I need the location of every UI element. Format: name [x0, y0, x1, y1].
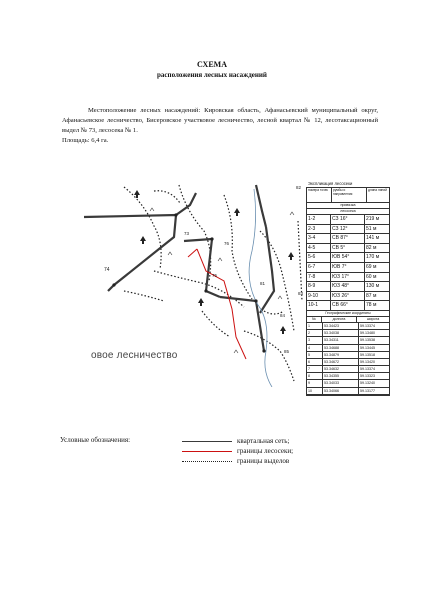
coord-longitude: 53.34879	[323, 352, 359, 358]
coord-latitude: 59.13445	[360, 345, 375, 350]
quarter-label: 85	[284, 349, 290, 354]
coords-row	[307, 366, 389, 373]
coord-number: 2	[307, 330, 323, 336]
quarter-label: 84	[280, 313, 286, 318]
coords-header-latitude: широта	[366, 316, 380, 321]
coord-number: 1	[307, 323, 323, 329]
coord-latitude: 59.13374	[360, 367, 375, 372]
coord-longitude: 53.34038	[323, 330, 359, 336]
row-points: 3-4	[307, 234, 331, 243]
coords-row	[307, 345, 389, 352]
row-points: 4-5	[307, 244, 331, 253]
section-label-cutting: лесосека	[307, 209, 389, 215]
coord-number: 5	[307, 352, 323, 358]
coords-row	[307, 373, 389, 380]
row-bearing: ЮВ 7°	[331, 263, 365, 272]
header-bearings: румбы и направления	[332, 188, 367, 202]
coords-header-number: №	[307, 317, 322, 322]
legend-item-quarter-network	[182, 436, 382, 446]
coord-number: 6	[307, 359, 323, 365]
coord-number: 10	[307, 388, 323, 394]
row-points: 2-3	[307, 225, 331, 234]
explication-row	[307, 292, 389, 302]
quarter-label: 81	[260, 281, 266, 286]
coord-latitude: 59.13480	[360, 331, 375, 336]
coord-longitude: 53.34311	[323, 337, 359, 343]
coord-longitude: 53.34632	[323, 366, 359, 372]
explication-row	[307, 282, 389, 292]
coords-row	[307, 323, 389, 330]
explication-row	[307, 215, 389, 225]
row-bearing: ЮЗ 26°	[331, 292, 365, 301]
row-bearing: ЮЗ 17°	[331, 273, 365, 282]
coords-title: Географические координаты	[307, 311, 389, 317]
coord-latitude: 59.13240	[360, 381, 375, 386]
legend-item-stand-boundary	[182, 456, 382, 466]
legend-label: границы лесосеки;	[237, 447, 294, 455]
row-bearing: СЗ 12°	[331, 225, 365, 234]
forestry-label: овое лесничество	[91, 350, 178, 361]
legend-label: границы выделов	[237, 457, 290, 465]
document-title: СХЕМА	[196, 60, 227, 69]
quarter-label: 73	[184, 231, 190, 236]
explication-rows	[307, 215, 389, 311]
coord-number: 7	[307, 366, 323, 372]
legend-line-solid-dark	[182, 441, 232, 442]
row-bearing: СВ 66°	[331, 301, 365, 310]
coord-number: 9	[307, 380, 323, 386]
coord-number: 3	[307, 337, 323, 343]
coords-rows	[307, 323, 389, 395]
section-label-binding: привязка	[307, 203, 389, 209]
row-bearing: ЮВ 54°	[331, 253, 365, 262]
coord-latitude: 59.13420	[360, 359, 375, 364]
coords-row	[307, 388, 389, 395]
coords-row	[307, 352, 389, 359]
row-bearing: СВ 5°	[331, 244, 365, 253]
row-bearing: СЗ 16°	[331, 215, 365, 224]
document-subtitle: расположения лесных насаждений	[157, 71, 267, 79]
explication-header-row	[307, 188, 389, 203]
explication-row	[307, 301, 389, 311]
row-bearing: ЮЗ 48°	[331, 282, 365, 291]
row-points: 9-10	[307, 292, 331, 301]
quarter-label: 82	[296, 185, 302, 190]
coords-row	[307, 380, 389, 387]
row-points: 8-9	[307, 282, 331, 291]
coord-number: 8	[307, 373, 323, 379]
row-points: 1-2	[307, 215, 331, 224]
header-length: длина линий	[368, 188, 387, 192]
row-points: 5-6	[307, 253, 331, 262]
coord-latitude: 59.13538	[360, 338, 375, 343]
row-points: 7-8	[307, 273, 331, 282]
coords-header-longitude: долгота	[322, 317, 357, 322]
row-length: 60 м	[366, 273, 377, 280]
explication-row	[307, 263, 389, 273]
header-points: номера точек	[307, 188, 332, 202]
explication-row	[307, 234, 389, 244]
coord-longitude: 53.34355	[323, 373, 359, 379]
row-points: 10-1	[307, 301, 331, 310]
explication-row	[307, 253, 389, 263]
coord-number: 4	[307, 345, 323, 351]
row-bearing: СВ 87°	[331, 234, 365, 243]
row-length: 51 м	[366, 225, 377, 232]
explication-row	[307, 225, 389, 235]
quarter-label: 76	[224, 241, 230, 246]
area-text: Площадь: 6,4 га.	[62, 137, 109, 144]
explication-row	[307, 273, 389, 283]
row-points: 6-7	[307, 263, 331, 272]
explication-row	[307, 244, 389, 254]
row-length: 69 м	[366, 263, 377, 270]
coord-longitude: 53.34672	[323, 359, 359, 365]
row-length: 78 м	[366, 302, 377, 309]
coord-latitude: 59.13323	[360, 374, 375, 379]
row-length: 170 м	[366, 254, 380, 261]
row-length: 82 м	[366, 244, 377, 251]
explication-title: Экспликация лесосеки	[308, 181, 353, 186]
quarter-label: 83	[298, 291, 304, 296]
row-length: 219 м	[366, 216, 380, 222]
legend-line-solid-red	[182, 451, 232, 452]
coord-latitude: 59.13374	[360, 323, 375, 328]
quarter-label: 74	[104, 267, 110, 273]
explication-panel	[306, 181, 388, 393]
legend-item-cutting-boundary	[182, 446, 382, 456]
location-description: Местоположение лесных насаждений: Кировская область, Афанасьевский муниципальный округ, Афанасьевское лесничество, Бисеровское участковое лесничество, лесной квартал № 12, лесотаксационный выдел № 73, лесосека № 1.	[62, 107, 378, 134]
coord-longitude: 53.34688	[323, 345, 359, 351]
legend-title: Условные обозначения:	[60, 436, 131, 444]
legend-label: квартальная сеть;	[237, 437, 290, 445]
coords-row	[307, 330, 389, 337]
row-length: 87 м	[366, 292, 377, 299]
quarter-label: 75	[212, 273, 218, 278]
coord-latitude: 59.13518	[360, 352, 375, 357]
row-length: 141 м	[366, 235, 380, 242]
coord-latitude: 59.13177	[360, 388, 375, 393]
coords-row	[307, 359, 389, 366]
explication-table	[306, 187, 390, 396]
row-length: 130 м	[366, 283, 380, 290]
coords-row	[307, 337, 389, 344]
legend-line-dotted	[182, 461, 232, 462]
coord-longitude: 53.34066	[323, 388, 359, 394]
coord-longitude: 53.34423	[323, 323, 359, 329]
coord-longitude: 53.34033	[323, 380, 359, 386]
